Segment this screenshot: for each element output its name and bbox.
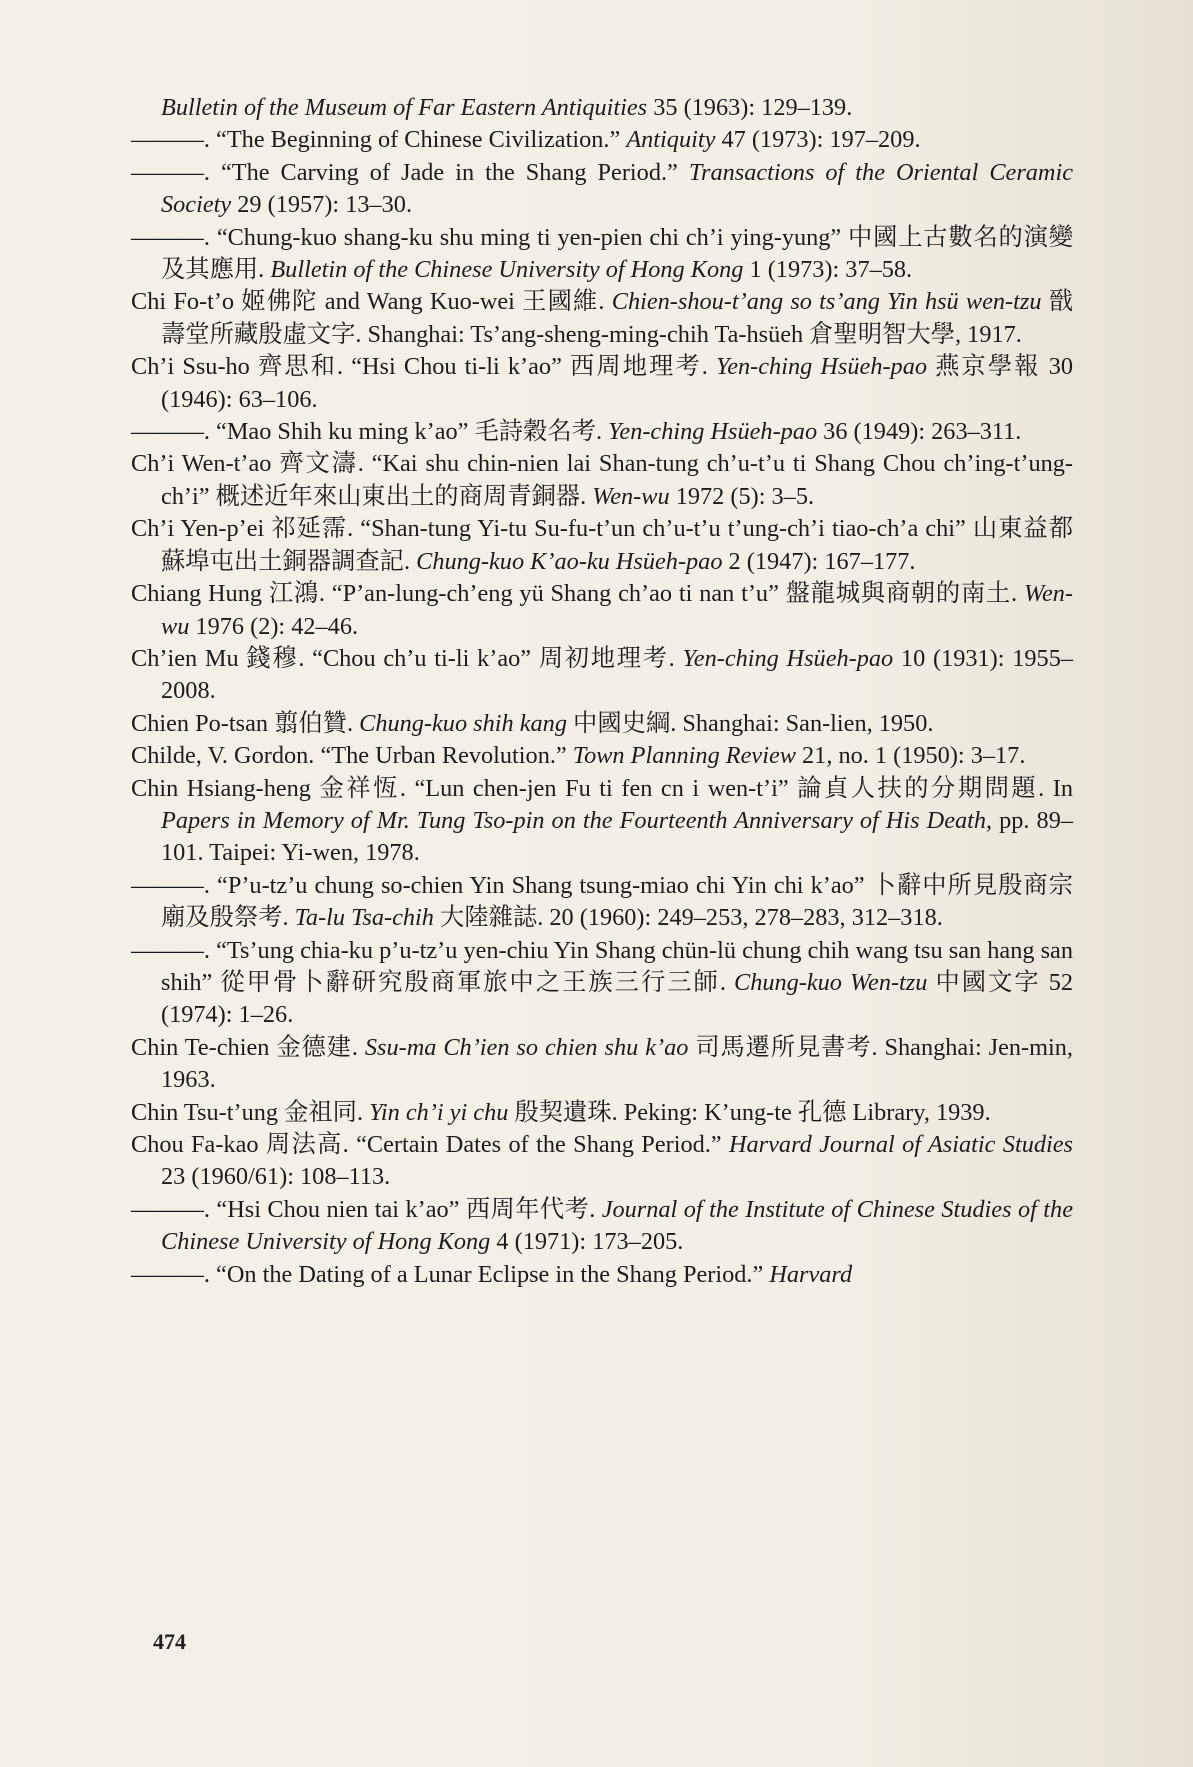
entry-text: 1976 (2): 42–46. xyxy=(189,612,359,640)
entry-text: Chiang Hung 江鴻. “P’an-lung-ch’eng yü Shang ch’ao ti nan t’u” 盤龍城與商朝的南土. xyxy=(131,580,1024,608)
entry-text: Chou Fa-kao 周法高. “Certain Dates of the Shang Period.” xyxy=(131,1131,729,1158)
bibliography-entry xyxy=(131,92,1073,124)
entry-title-italic: Yen-ching Hsüeh-pao xyxy=(608,418,818,446)
entry-title-italic: Chung-kuo shih kang xyxy=(359,709,567,737)
bibliography-entry xyxy=(131,870,1073,935)
bibliography-list xyxy=(131,92,1073,1291)
entry-title-italic: Journal of the Institute of Chinese Studies of the Chinese University of Hong Kong xyxy=(161,1195,1073,1256)
entry-text: 司馬遷所見書考. Shanghai: Jen-min, 1963. xyxy=(161,1033,1073,1094)
entry-title-italic: Chung-kuo K’ao-ku Hsüeh-pao xyxy=(416,547,723,575)
entry-text: ———. “On the Dating of a Lunar Eclipse in the Shang Period.” xyxy=(131,1260,770,1288)
entry-text: , pp. 89–101. Taipei: Yi-wen, 1978. xyxy=(161,806,1073,867)
bibliography-entry xyxy=(131,643,1073,708)
entry-text: Ch’i Yen-p’ei 祁延霈. “Shan-tung Yi-tu Su-fu-t’un ch’u-t’u t’ung-ch’i tiao-ch’a chi” 山東益都蘇埠屯出土銅器調查記. xyxy=(131,515,1073,575)
entry-text: 10 (1931): 1955–2008. xyxy=(161,644,1073,705)
bibliography-entry xyxy=(131,1259,1073,1291)
entry-text: 29 (1957): 13–30. xyxy=(231,191,413,219)
entry-text: ———. “Hsi Chou nien tai k’ao” 西周年代考. xyxy=(131,1195,602,1223)
bibliography-entry xyxy=(131,1194,1073,1259)
entry-title-italic: Chien-shou-t’ang so ts’ang Yin hsü wen-tzu xyxy=(611,288,1042,316)
entry-text: 4 (1971): 173–205. xyxy=(490,1228,684,1256)
entry-text: 1972 (5): 3–5. xyxy=(669,482,815,510)
bibliography-entry xyxy=(131,1097,1073,1129)
entry-text: 21, no. 1 (1950): 3–17. xyxy=(795,742,1026,770)
entry-title-italic: Antiquity xyxy=(626,126,716,154)
entry-title-italic: Harvard xyxy=(769,1260,853,1288)
entry-title-italic: Harvard Journal of Asiatic Studies xyxy=(728,1131,1073,1158)
entry-text: 燕京學報 30 (1946): 63–106. xyxy=(161,353,1073,413)
bibliography-entry xyxy=(131,935,1073,1032)
entry-title-italic: Chung-kuo Wen-tzu xyxy=(733,968,928,996)
bibliography-entry xyxy=(131,286,1073,351)
entry-title-italic: Ta-lu Tsa-chih xyxy=(294,904,434,932)
bibliography-entry xyxy=(131,1129,1073,1194)
entry-title-italic: Bulletin of the Museum of Far Eastern Antiquities xyxy=(161,94,648,121)
entry-text: ———. “Ts’ung chia-ku p’u-tz’u yen-chiu Yin Shang chün-lü chung chih wang tsu san hang san shih” 從甲骨卜辭研究殷商軍旅中之王族三行三師. xyxy=(131,936,1073,996)
entry-text: ———. “Mao Shih ku ming k’ao” 毛詩穀名考. xyxy=(131,418,609,446)
entry-title-italic: Wen-wu xyxy=(161,580,1073,640)
bibliography-entry xyxy=(131,708,1073,740)
entry-text: 中國史綱. Shanghai: San-lien, 1950. xyxy=(566,709,934,737)
entry-text: 47 (1973): 197–209. xyxy=(715,126,921,154)
entry-title-italic: Wen-wu xyxy=(592,482,670,510)
page-number: 474 xyxy=(153,1629,186,1654)
entry-text: Ch’i Ssu-ho 齊思和. “Hsi Chou ti-li k’ao” 西周地理考. xyxy=(131,353,716,381)
bibliography-entry xyxy=(131,157,1073,222)
entry-text: ———. “Chung-kuo shang-ku shu ming ti yen-pien chi ch’i ying-yung” 中國上古數名的演變及其應用. xyxy=(131,223,1073,284)
entry-text: 2 (1947): 167–177. xyxy=(722,547,916,575)
entry-text: 殷契遺珠. Peking: K’ung-te 孔德 Library, 1939. xyxy=(508,1098,991,1126)
bibliography-entry xyxy=(131,222,1073,287)
entry-text: 35 (1963): 129–139. xyxy=(647,94,853,121)
entry-text: Childe, V. Gordon. “The Urban Revolution.” xyxy=(131,742,573,770)
entry-text: 大陸雜誌. 20 (1960): 249–253, 278–283, 312–318. xyxy=(433,904,943,932)
entry-title-italic: Yen-ching Hsüeh-pao xyxy=(682,644,894,672)
entry-text: Chin Te-chien 金德建. xyxy=(131,1033,365,1061)
entry-title-italic: Town Planning Review xyxy=(572,742,796,770)
entry-title-italic: Ssu-ma Ch’ien so chien shu k’ao xyxy=(364,1033,689,1061)
bibliography-entry xyxy=(131,740,1073,772)
entry-text: Chin Tsu-t’ung 金祖同. xyxy=(131,1098,370,1126)
entry-text: Ch’ien Mu 錢穆. “Chou ch’u ti-li k’ao” 周初地理考. xyxy=(131,644,683,672)
entry-text: Chien Po-tsan 翦伯贊. xyxy=(131,709,360,737)
entry-text: ———. “The Beginning of Chinese Civilization.” xyxy=(131,126,627,154)
entry-text: Ch’i Wen-t’ao 齊文濤. “Kai shu chin-nien lai Shan-tung ch’u-t’u ti Shang Chou ch’ing-t’ung-ch’i” 概述近年來山東出土的商周青銅器. xyxy=(131,450,1073,510)
bibliography-entry xyxy=(131,416,1073,448)
bibliography-entry xyxy=(131,124,1073,156)
entry-title-italic: Yin ch’i yi chu xyxy=(369,1098,509,1126)
entry-title-italic: Yen-ching Hsüeh-pao xyxy=(715,353,928,381)
bibliography-entry xyxy=(131,448,1073,513)
entry-text: 中國文字 52 (1974): 1–26. xyxy=(161,968,1074,1029)
entry-text: 23 (1960/61): 108–113. xyxy=(161,1163,391,1191)
entry-title-italic: Papers in Memory of Mr. Tung Tso-pin on the Fourteenth Anniversary of His Death xyxy=(161,806,987,834)
entry-text: Chin Hsiang-heng 金祥恆. “Lun chen-jen Fu ti fen cn i wen-t’i” 論貞人扶的分期問題. In xyxy=(131,774,1073,802)
bibliography-entry xyxy=(131,578,1073,643)
bibliography-entry xyxy=(131,351,1073,416)
entry-text: ———. “The Carving of Jade in the Shang Period.” xyxy=(131,158,689,186)
entry-title-italic: Bulletin of the Chinese University of Hong Kong xyxy=(270,256,744,284)
entry-title-italic: Transactions of the Oriental Ceramic Society xyxy=(161,158,1074,219)
entry-text: ———. “P’u-tz’u chung so-chien Yin Shang tsung-miao chi Yin chi k’ao” 卜辭中所見殷商宗廟及殷祭考. xyxy=(131,871,1073,932)
entry-text: 1 (1973): 37–58. xyxy=(743,256,913,284)
entry-text: 36 (1949): 263–311. xyxy=(817,418,1022,446)
bibliography-entry xyxy=(131,513,1073,578)
bibliography-entry xyxy=(131,1032,1073,1097)
entry-text: Chi Fo-t’o 姬佛陀 and Wang Kuo-wei 王國維. xyxy=(131,288,612,316)
entry-text: 戩壽堂所藏殷虛文字. Shanghai: Ts’ang-sheng-ming-chih Ta-hsüeh 倉聖明智大學, 1917. xyxy=(161,288,1074,348)
bibliography-entry xyxy=(131,773,1073,870)
